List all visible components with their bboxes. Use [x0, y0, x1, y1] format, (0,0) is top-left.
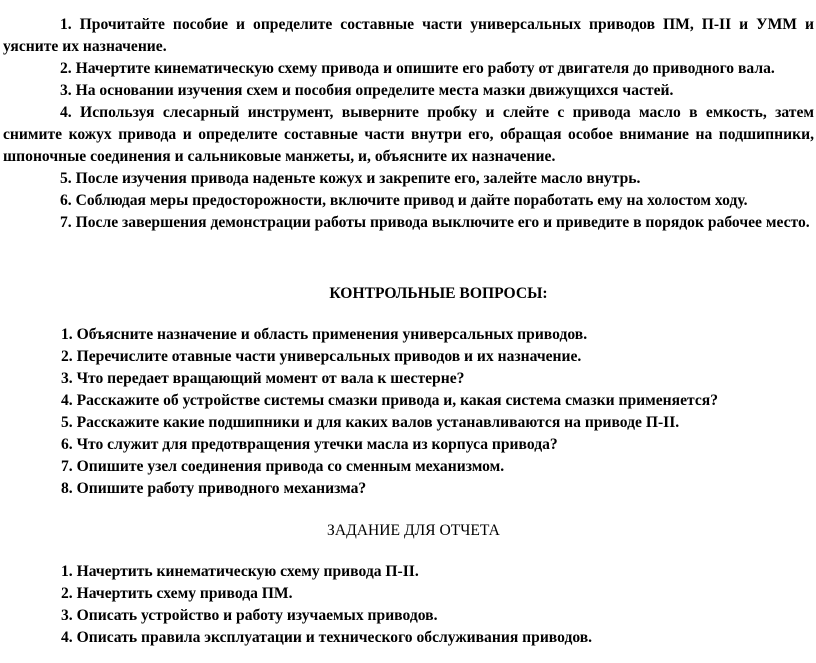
instruction-step-4: 4. Используя слесарный инструмент, выверните пробку и слейте с привода масло в емкость, затем снимите кожух привода и определите составные части внутри его, обращая особое внимание на подшипники, шпоночные соединения и сальниковые манжеты, и, объясните их назначение. — [3, 104, 814, 165]
report-item: 2. Начертить схему привода ПМ. — [61, 585, 293, 602]
instruction-step-5: 5. После изучения привода наденьте кожух и закрепите его, залейте масло внутрь. — [60, 170, 641, 187]
control-questions-title: КОНТРОЛЬНЫЕ ВОПРОСЫ: — [329, 285, 548, 302]
report-item: 4. Описать правила эксплуатации и технического обслуживания приводов. — [61, 629, 593, 646]
question-item: 7. Опишите узел соединения привода со сменным механизмом. — [61, 458, 505, 475]
question-item: 4. Расскажите об устройстве системы смазки привода и, какая система смазки применяется? — [61, 392, 719, 409]
control-questions-list — [3, 324, 814, 500]
instructions-section — [3, 14, 814, 234]
question-item: 1. Объясните назначение и область применения универсальных приводов. — [61, 326, 588, 343]
instruction-step-7: 7. После завершения демонстрации работы привода выключите его и приведите в порядок рабочее место. — [60, 214, 810, 231]
question-item: 3. Что передает вращающий момент от вала к шестерне? — [61, 370, 465, 387]
question-item: 5. Расскажите какие подшипники и для каких валов устанавливаются на приводе П-II. — [61, 414, 680, 431]
question-item: 2. Перечислите отавные части универсальных приводов и их назначение. — [61, 348, 582, 365]
instruction-step-6: 6. Соблюдая меры предосторожности, включите привод и дайте поработать ему на холостом ходу. — [60, 192, 748, 209]
instruction-step-1: 1. Прочитайте пособие и определите составные части универсальных приводов ПМ, П-II и УММ и уясните их назначение. — [3, 16, 814, 55]
question-item: 6. Что служит для предотвращения утечки масла из корпуса привода? — [61, 436, 558, 453]
instruction-step-3: 3. На основании изучения схем и пособия определите места мазки движущихся частей. — [60, 82, 674, 99]
report-item: 3. Описать устройство и работу изучаемых приводов. — [61, 607, 438, 624]
report-item: 1. Начертить кинематическую схему привода П-II. — [61, 563, 419, 580]
report-task-title: ЗАДАНИЕ ДЛЯ ОТЧЕТА — [327, 522, 500, 539]
instruction-step-2: 2. Начертите кинематическую схему привода и опишите его работу от двигателя до приводного вала. — [60, 60, 775, 77]
report-task-list — [3, 561, 814, 649]
question-item: 8. Опишите работу приводного механизма? — [61, 480, 367, 497]
